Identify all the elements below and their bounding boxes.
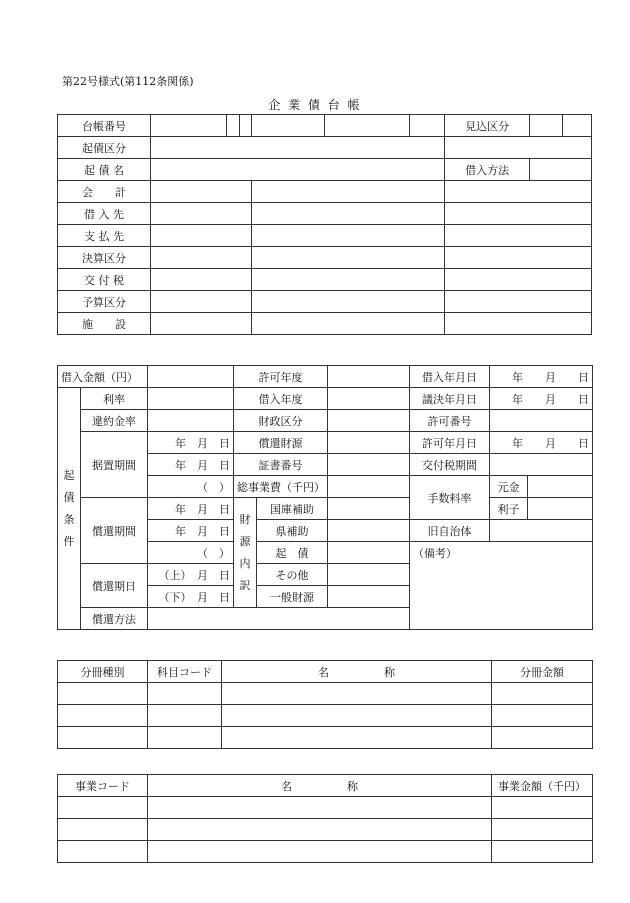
permit-year-cell[interactable] xyxy=(328,366,410,388)
ledger-no-cell[interactable] xyxy=(410,115,445,137)
cell[interactable] xyxy=(492,819,593,841)
general-fund-cell[interactable] xyxy=(328,586,410,608)
penalty-rate-label: 違約金率 xyxy=(81,410,148,432)
redemption-period-label: 償還期間 xyxy=(81,498,148,564)
redemption-source-cell[interactable] xyxy=(328,432,410,454)
cell[interactable] xyxy=(58,841,148,863)
certificate-no-cell[interactable] xyxy=(328,454,410,476)
redemption-method-cell[interactable] xyxy=(148,608,410,630)
cell[interactable] xyxy=(150,313,251,335)
borrow-method-cell[interactable] xyxy=(529,159,591,181)
row-label: 交 付 税 xyxy=(58,269,151,291)
interest-rate-label: 利率 xyxy=(81,388,148,410)
cell[interactable] xyxy=(222,705,492,727)
cell[interactable] xyxy=(150,203,251,225)
cell[interactable] xyxy=(148,683,222,705)
cell[interactable] xyxy=(492,705,593,727)
former-local-gov-label: 旧自治体 xyxy=(410,520,490,542)
permit-no-cell[interactable] xyxy=(490,410,593,432)
total-project-cost-cell[interactable] xyxy=(328,476,410,498)
cell[interactable] xyxy=(222,727,492,749)
interest-rate-cell[interactable] xyxy=(148,388,234,410)
cell[interactable] xyxy=(445,181,592,203)
redemption-source-label: 償還財源 xyxy=(234,432,328,454)
cell[interactable] xyxy=(58,727,148,749)
bond-conditions-side-label: 起 債 条 件 xyxy=(58,388,81,630)
redemption-day-label: 償還期日 xyxy=(81,564,148,608)
bond-name-label: 起 債 名 xyxy=(58,159,151,181)
row-label: 支 払 先 xyxy=(58,225,151,247)
other-label: その他 xyxy=(257,564,328,586)
row-label: 借 入 先 xyxy=(58,203,151,225)
grace-start-cell[interactable]: 年 月 日 xyxy=(148,432,234,454)
estimate-class-cell[interactable] xyxy=(563,115,592,137)
ledger-no-cell[interactable] xyxy=(227,115,239,137)
cell[interactable] xyxy=(445,269,592,291)
permit-date-label: 許可年月日 xyxy=(410,432,490,454)
ledger-no-cell[interactable] xyxy=(150,115,226,137)
cell[interactable] xyxy=(252,291,445,313)
grace-end-cell[interactable]: 年 月 日 xyxy=(148,454,234,476)
permit-no-label: 許可番号 xyxy=(410,410,490,432)
permit-date-cell[interactable]: 年 月 日 xyxy=(490,432,593,454)
project-code-header: 事業コード xyxy=(58,775,148,797)
cell[interactable] xyxy=(492,841,593,863)
finance-class-cell[interactable] xyxy=(328,410,410,432)
grace-period-label: 据置期間 xyxy=(81,432,148,498)
ledger-no-label: 台帳番号 xyxy=(58,115,151,137)
resolution-date-label: 議決年月日 xyxy=(410,388,490,410)
loan-amount-cell[interactable] xyxy=(148,366,234,388)
interest-cell[interactable] xyxy=(528,498,593,520)
cell[interactable] xyxy=(252,181,445,203)
general-fund-label: 一般財源 xyxy=(257,586,328,608)
cell[interactable] xyxy=(150,181,251,203)
finance-breakdown-label: 財 源 内 訳 xyxy=(234,498,257,608)
volume-type-header: 分冊種別 xyxy=(58,661,148,683)
form-number: 第22号様式(第112条関係) xyxy=(62,75,194,88)
cell[interactable] xyxy=(222,683,492,705)
total-project-cost-label: 総事業費（千円） xyxy=(234,476,328,498)
cell[interactable] xyxy=(148,819,492,841)
volume-amount-header: 分冊金額 xyxy=(492,661,593,683)
table-row xyxy=(58,705,593,727)
table-row xyxy=(58,841,593,863)
bond-conditions-table xyxy=(57,365,593,630)
cell[interactable] xyxy=(148,727,222,749)
cell[interactable] xyxy=(445,291,592,313)
borrow-date-label: 借入年月日 xyxy=(410,366,490,388)
borrow-year-cell[interactable] xyxy=(328,388,410,410)
bond-class-cell[interactable] xyxy=(445,137,592,159)
national-subsidy-cell[interactable] xyxy=(328,498,410,520)
cell[interactable] xyxy=(492,683,593,705)
finance-class-label: 財政区分 xyxy=(234,410,328,432)
borrow-date-cell[interactable]: 年 月 日 xyxy=(490,366,593,388)
project-amount-header: 事業金額（千円） xyxy=(492,775,593,797)
bond-name-cell[interactable] xyxy=(150,159,444,181)
grace-duration-cell[interactable]: （ ） xyxy=(148,476,234,498)
redemption-method-label: 償還方法 xyxy=(81,608,148,630)
cell[interactable] xyxy=(445,225,592,247)
row-label: 施 設 xyxy=(58,313,151,335)
redemption-day-lower-cell[interactable]: （下） 月 日 xyxy=(148,586,234,608)
cell[interactable] xyxy=(148,705,222,727)
cell[interactable] xyxy=(492,727,593,749)
estimate-class-cell[interactable] xyxy=(529,115,562,137)
cell[interactable] xyxy=(252,247,445,269)
cell[interactable] xyxy=(150,225,251,247)
cell[interactable] xyxy=(150,247,251,269)
table-row xyxy=(58,797,593,819)
grant-tax-period-cell[interactable] xyxy=(490,454,593,476)
redemption-start-cell[interactable]: 年 月 日 xyxy=(148,498,234,520)
bond-cell[interactable] xyxy=(328,542,410,564)
name-header: 名 称 xyxy=(222,661,492,683)
row-label: 予算区分 xyxy=(58,291,151,313)
bond-label: 起 債 xyxy=(257,542,328,564)
ledger-no-cell[interactable] xyxy=(325,115,410,137)
table-row xyxy=(58,819,593,841)
cell[interactable] xyxy=(445,313,592,335)
penalty-rate-cell[interactable] xyxy=(148,410,234,432)
redemption-end-cell[interactable]: 年 月 日 xyxy=(148,520,234,542)
table-row xyxy=(58,727,593,749)
cell[interactable] xyxy=(252,269,445,291)
project-table xyxy=(57,774,593,863)
redemption-day-upper-cell[interactable]: （上） 月 日 xyxy=(148,564,234,586)
interest-label: 利子 xyxy=(490,498,528,520)
former-local-gov-cell[interactable] xyxy=(490,520,593,542)
pref-subsidy-label: 県補助 xyxy=(257,520,328,542)
cell[interactable] xyxy=(58,819,148,841)
certificate-no-label: 証書番号 xyxy=(234,454,328,476)
cell[interactable] xyxy=(58,705,148,727)
national-subsidy-label: 国庫補助 xyxy=(257,498,328,520)
estimate-class-label: 見込区分 xyxy=(445,115,530,137)
cell[interactable] xyxy=(150,269,251,291)
cell[interactable] xyxy=(148,841,492,863)
pref-subsidy-cell[interactable] xyxy=(328,520,410,542)
subject-code-header: 科目コード xyxy=(148,661,222,683)
borrow-year-label: 借入年度 xyxy=(234,388,328,410)
cell[interactable] xyxy=(445,247,592,269)
cell[interactable] xyxy=(58,683,148,705)
volume-table xyxy=(57,660,593,749)
remarks-area[interactable] xyxy=(410,542,593,630)
other-cell[interactable] xyxy=(328,564,410,586)
cell[interactable] xyxy=(492,797,593,819)
row-label: 会 計 xyxy=(58,181,151,203)
principal-label: 元金 xyxy=(490,476,528,498)
borrow-method-label: 借入方法 xyxy=(445,159,530,181)
ledger-no-cell[interactable] xyxy=(252,115,325,137)
redemption-duration-cell[interactable]: （ ） xyxy=(148,542,234,564)
fee-rate-label: 手数料率 xyxy=(410,476,490,520)
cell[interactable] xyxy=(148,797,492,819)
document-title: 企 業 債 台 帳 xyxy=(268,98,362,112)
cell[interactable] xyxy=(252,225,445,247)
loan-amount-label: 借入金額（円） xyxy=(58,366,148,388)
table-row xyxy=(58,683,593,705)
cell[interactable] xyxy=(150,291,251,313)
cell[interactable] xyxy=(252,203,445,225)
cell[interactable] xyxy=(445,203,592,225)
permit-year-label: 許可年度 xyxy=(234,366,328,388)
remarks-label: （備考） xyxy=(413,547,457,560)
grant-tax-period-label: 交付税期間 xyxy=(410,454,490,476)
bond-class-label: 起債区分 xyxy=(58,137,151,159)
cell[interactable] xyxy=(58,797,148,819)
row-label: 決算区分 xyxy=(58,247,151,269)
bond-class-cell[interactable] xyxy=(150,137,444,159)
ledger-no-cell[interactable] xyxy=(239,115,251,137)
ledger-info-table xyxy=(57,114,592,335)
principal-cell[interactable] xyxy=(528,476,593,498)
resolution-date-cell[interactable]: 年 月 日 xyxy=(490,388,593,410)
cell[interactable] xyxy=(252,313,445,335)
project-name-header: 名 称 xyxy=(148,775,492,797)
